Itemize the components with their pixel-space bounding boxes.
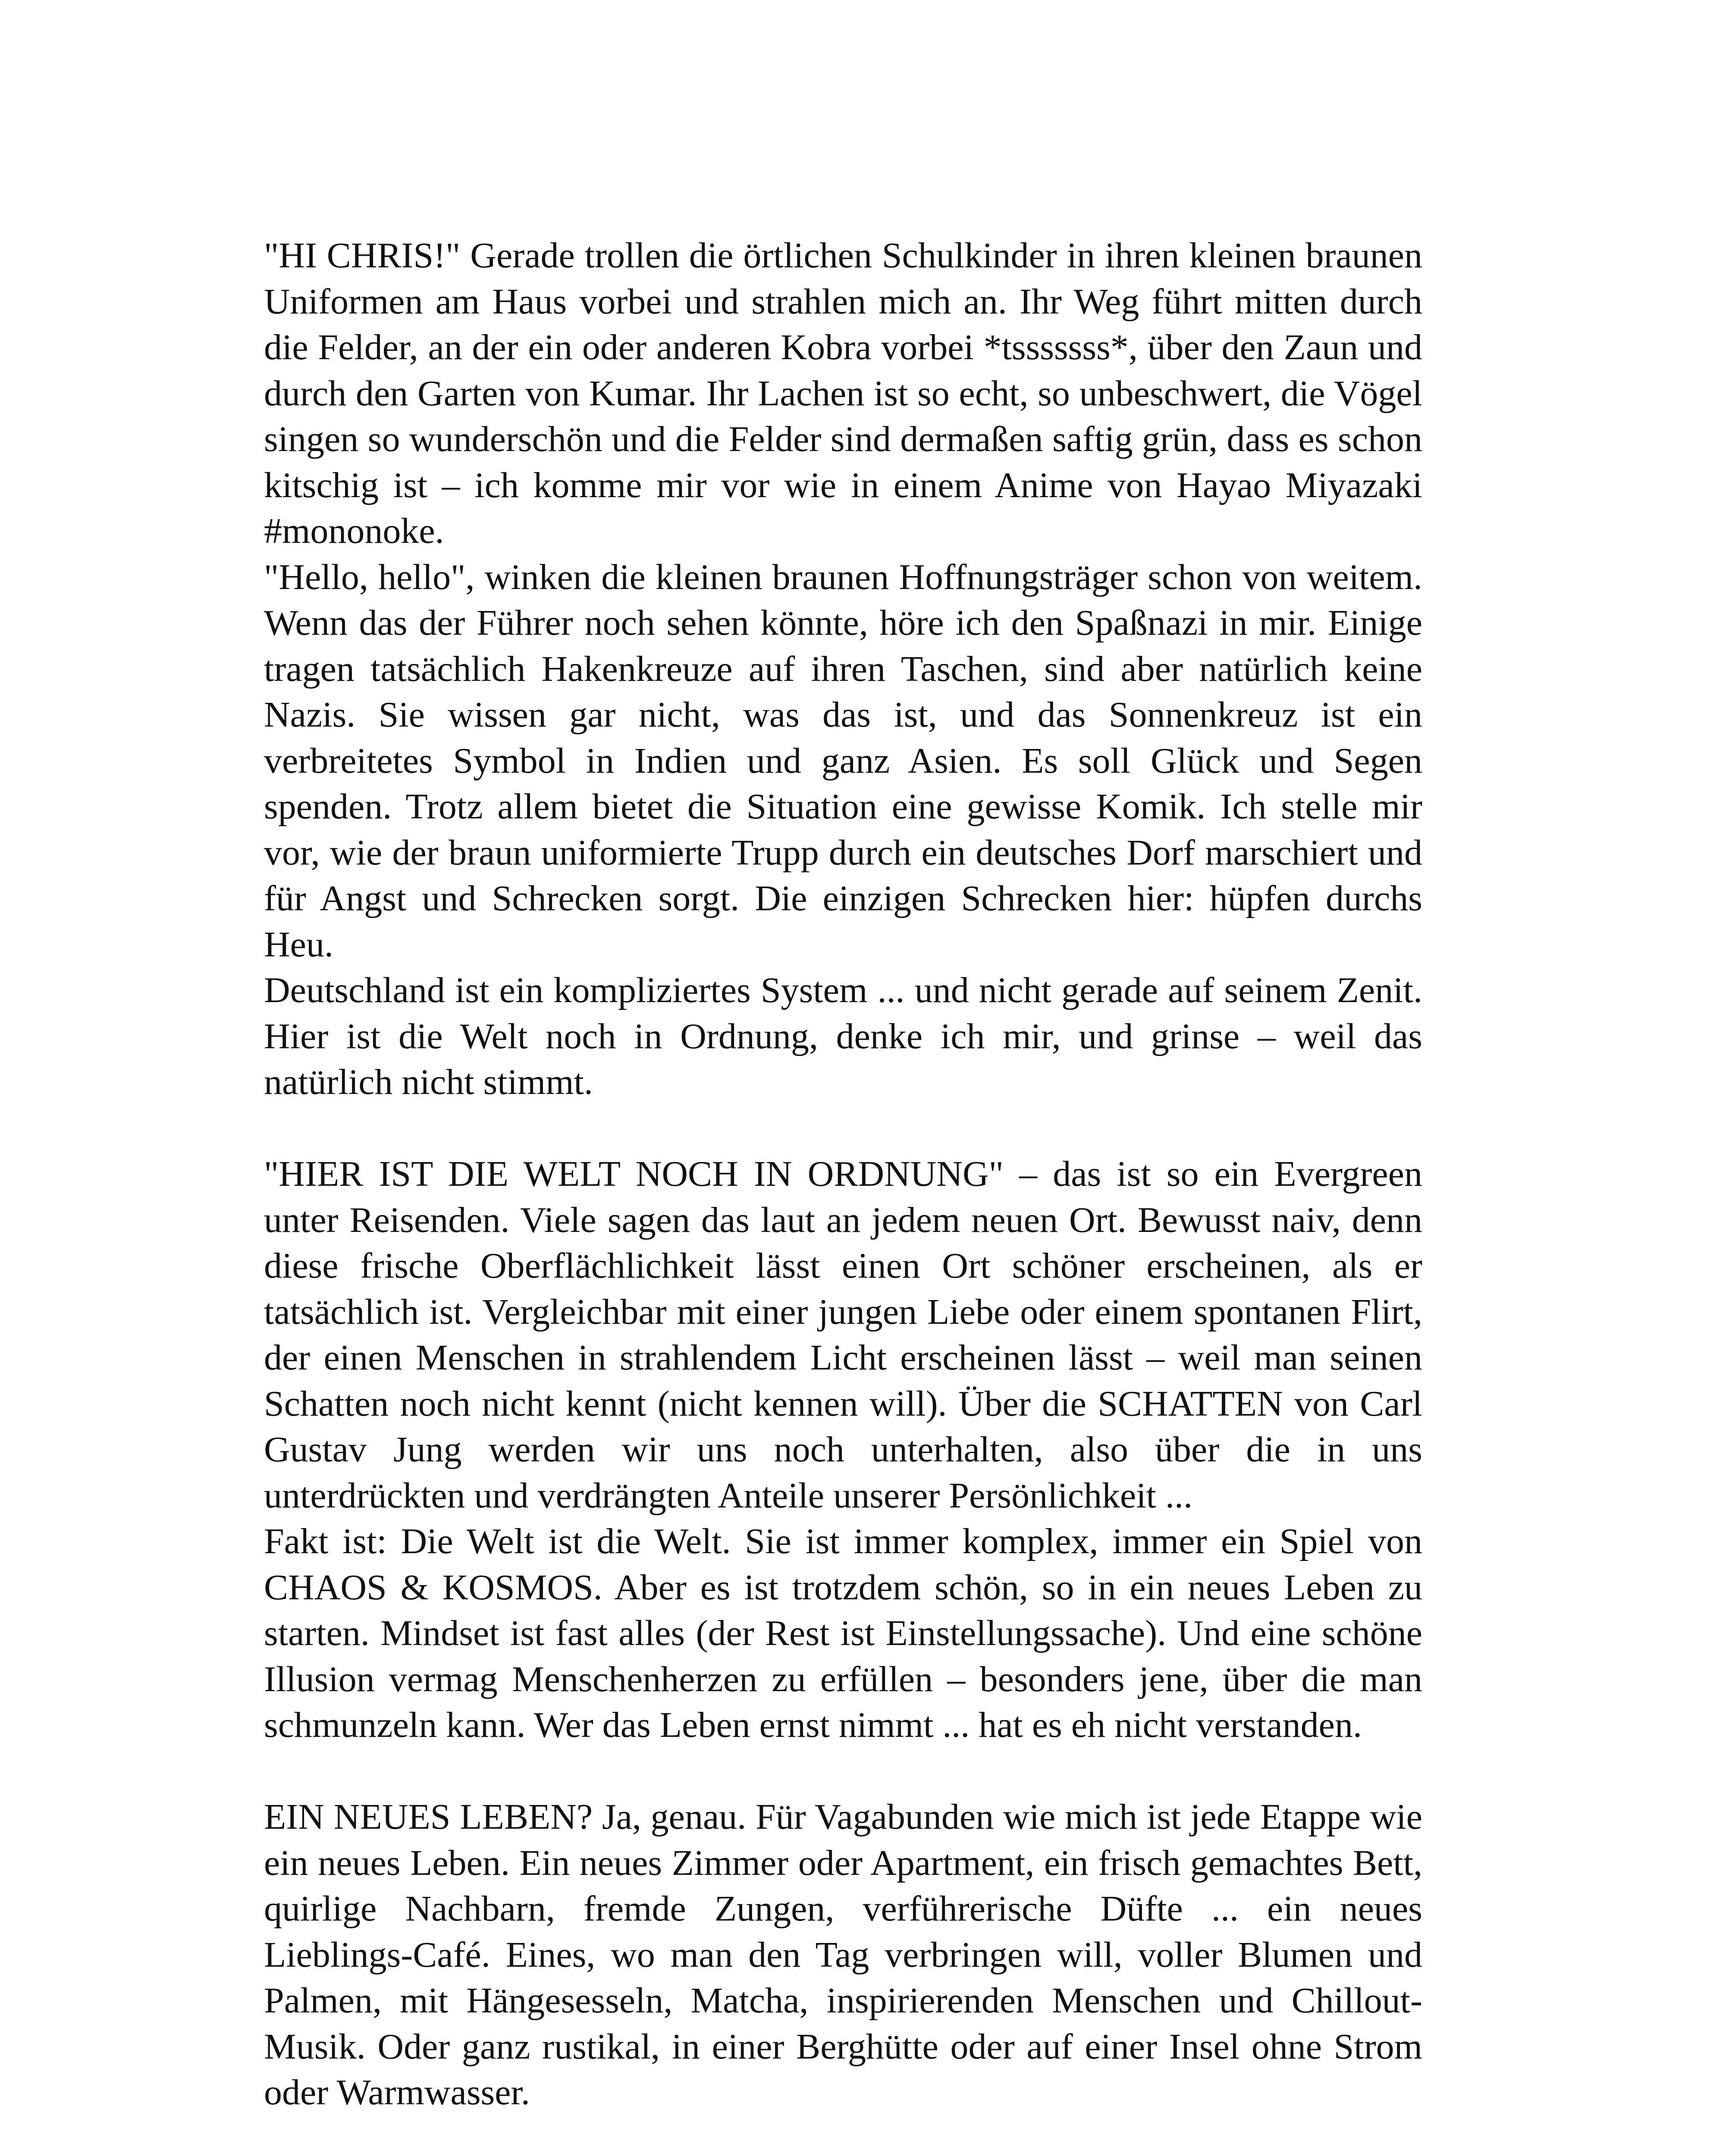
section-3 [264, 1794, 1422, 2116]
paragraph: "Hello, hello", winken die kleinen braunen Hoffnungsträger schon von weitem. Wenn das der Führer noch sehen könnte, höre ich den Spaßnazi in mir. Einige tragen tatsächlich Hakenkreuze auf ihren Taschen, sind aber natürlich keine Nazis. Sie wissen gar nicht, was das ist, und das Sonnenkreuz ist ein verbreitetes Symbol in Indien und ganz Asien. Es soll Glück und Segen spenden. Trotz allem bietet die Situation eine gewisse Komik. Ich stelle mir vor, wie der braun uniformierte Trupp durch ein deutsches Dorf marschiert und für Angst und Schrecken sorgt. Die einzigen Schrecken hier: hüpfen durchs Heu. [264, 557, 1422, 965]
section-2 [264, 1151, 1422, 1749]
body-text [264, 233, 1422, 2116]
paragraph: "HI CHRIS!" Gerade trollen die örtlichen Schulkinder in ihren kleinen braunen Uniformen am Haus vorbei und strahlen mich an. Ihr Weg führt mitten durch die Felder, an der ein oder anderen Kobra vorbei *tsssssss*, über den Zaun und durch den Garten von Kumar. Ihr Lachen ist so echt, so unbeschwert, die Vögel singen so wunderschön und die Felder sind dermaßen saftig grün, dass es schon kitschig ist – ich komme mir vor wie in einem Anime von Hayao Miyazaki #mononoke. [264, 235, 1422, 551]
section-1 [264, 233, 1422, 1106]
paragraph: "HIER IST DIE WELT NOCH IN ORDNUNG" – das ist so ein Evergreen unter Reisenden. Viele sagen das laut an jedem neuen Ort. Bewusst naiv, denn diese frische Oberflächlichkeit lässt einen Ort schöner erscheinen, als er tatsächlich ist. Vergleichbar mit einer jungen Liebe oder einem spontanen Flirt, der einen Menschen in strahlendem Licht erscheinen lässt – weil man seinen Schatten noch nicht kennt (nicht kennen will). Über die SCHATTEN von Carl Gustav Jung werden wir uns noch unterhalten, also über die in uns unterdrückten und verdrängten Anteile unserer Persönlichkeit ... [264, 1154, 1422, 1516]
paragraph: Deutschland ist ein kompliziertes System ... und nicht gerade auf seinem Zenit. Hier ist die Welt noch in Ordnung, denke ich mir, und grinse – weil das natürlich nicht stimmt. [264, 970, 1422, 1102]
paragraph: EIN NEUES LEBEN? Ja, genau. Für Vagabunden wie mich ist jede Etappe wie ein neues Leben. Ein neues Zimmer oder Apartment, ein frisch gemachtes Bett, quirlige Nachbarn, fremde Zungen, verführerische Düfte ... ein neues Lieblings-Café. Eines, wo man den Tag verbringen will, voller Blumen und Palmen, mit Hängesesseln, Matcha, inspirierenden Menschen und Chillout-Musik. Oder ganz rustikal, in einer Berghütte oder auf einer Insel ohne Strom oder Warmwasser. [264, 1797, 1422, 2112]
paragraph: Fakt ist: Die Welt ist die Welt. Sie ist immer komplex, immer ein Spiel von CHAOS & KOSMOS. Aber es ist trotzdem schön, so in ein neues Leben zu starten. Mindset ist fast alles (der Rest ist Einstellungssache). Und eine schöne Illusion vermag Menschenherzen zu erfüllen – besonders jene, über die man schmunzeln kann. Wer das Leben ernst nimmt ... hat es eh nicht verstanden. [264, 1521, 1422, 1745]
